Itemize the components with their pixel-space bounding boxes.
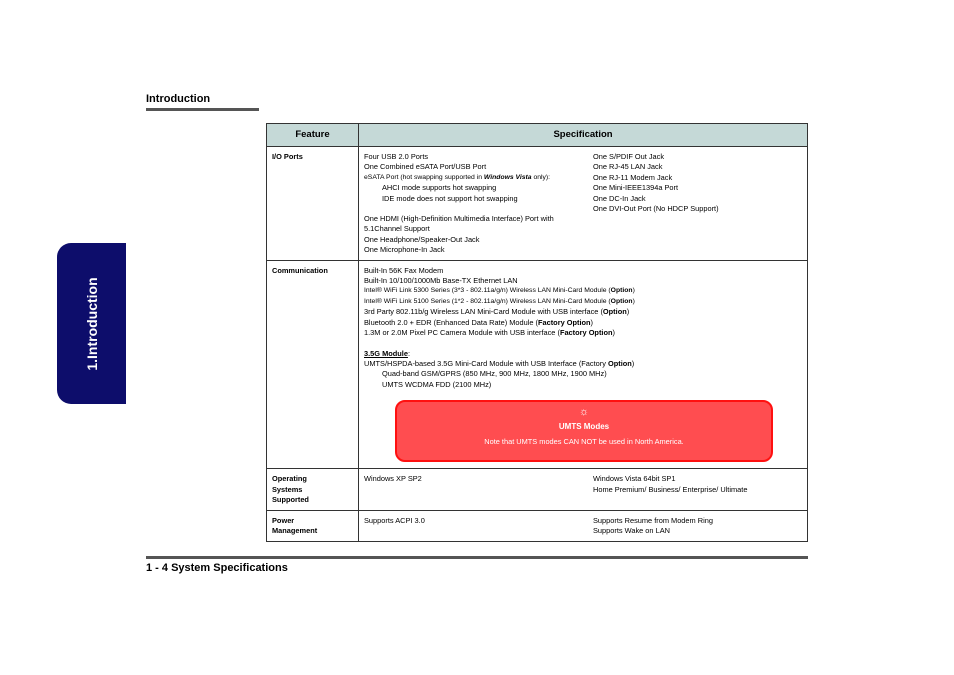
io-item: One S/PDIF Out Jack bbox=[593, 152, 665, 161]
io-item: One DC-In Jack bbox=[593, 193, 646, 203]
io-ahci: AHCI mode supports hot swapping bbox=[382, 183, 497, 193]
header-rule bbox=[146, 108, 259, 111]
io-hdmi-2: 5.1Channel Support bbox=[364, 224, 430, 234]
os-item: Home Premium/ Business/ Enterprise/ Ultimate bbox=[593, 484, 748, 494]
page-header-title: Introduction bbox=[146, 93, 211, 105]
chapter-tab-label: 1.Introduction bbox=[83, 276, 100, 371]
io-item: One DVI-Out Port (No HDCP Support) bbox=[593, 204, 719, 214]
spec-power-management bbox=[359, 510, 808, 541]
umts-note-box bbox=[395, 400, 773, 462]
io-hdmi: One HDMI (High-Definition Multimedia Interface) Port with bbox=[364, 214, 554, 224]
io-item: One Mini-IEEE1394a Port bbox=[593, 183, 679, 193]
comm-item: Built-In 10/100/1000Mb Base-TX Ethernet LAN bbox=[364, 276, 518, 286]
spec-communication bbox=[359, 260, 808, 468]
feature-communication: Communication bbox=[267, 260, 359, 468]
table-row-operating-systems bbox=[267, 469, 808, 511]
os-item: Windows Vista 64bit SP1 bbox=[593, 474, 676, 484]
footer-rule bbox=[146, 556, 808, 559]
table-row-io-ports bbox=[267, 147, 808, 261]
io-headphone: One Headphone/Speaker-Out Jack bbox=[364, 234, 480, 244]
note-body: Note that UMTS modes CAN NOT be used in North America. bbox=[484, 436, 684, 446]
note-sun-icon: ☼ bbox=[578, 406, 590, 419]
feature-operating-systems: Operating Systems Supported bbox=[267, 469, 359, 511]
io-ide: IDE mode does not support hot swapping bbox=[382, 193, 518, 203]
spec-io-ports bbox=[359, 147, 808, 261]
comm-wifi-5100: Intel® WiFi Link 5100 Series (1*2 - 802.11a/g/n) Wireless LAN Mini-Card Module (Option) bbox=[364, 297, 635, 305]
io-mic: One Microphone-In Jack bbox=[364, 245, 445, 255]
os-item: Windows XP SP2 bbox=[364, 474, 422, 484]
spec-operating-systems bbox=[359, 469, 808, 511]
comm-wifi-5300: Intel® WiFi Link 5300 Series (3*3 - 802.11a/g/n) Wireless LAN Mini-Card Module (Option) bbox=[364, 287, 635, 295]
comm-third-party: 3rd Party 802.11b/g Wireless LAN Mini-Card Module with USB interface (Option) bbox=[364, 307, 630, 317]
column-header-feature: Feature bbox=[267, 124, 359, 147]
table-row-power-management bbox=[267, 510, 808, 541]
power-item: Supports ACPI 3.0 bbox=[364, 515, 425, 525]
comm-camera: 1.3M or 2.0M Pixel PC Camera Module with USB interface (Factory Option) bbox=[364, 328, 615, 338]
power-item: Supports Resume from Modem Ring bbox=[593, 515, 713, 525]
io-item: One Combined eSATA Port/USB Port bbox=[364, 162, 487, 172]
feature-power-management: Power Management bbox=[267, 510, 359, 541]
column-header-specification: Specification bbox=[359, 124, 808, 147]
specification-table bbox=[266, 123, 808, 542]
comm-umts: UMTS/HSPDA-based 3.5G Mini-Card Module with USB Interface (Factory Option) bbox=[364, 358, 635, 368]
table-row-communication bbox=[267, 260, 808, 468]
io-item: One RJ-11 Modem Jack bbox=[593, 172, 673, 182]
comm-bluetooth: Bluetooth 2.0 + EDR (Enhanced Data Rate) Module (Factory Option) bbox=[364, 317, 594, 327]
table-header-row bbox=[267, 124, 808, 147]
io-item: Four USB 2.0 Ports bbox=[364, 152, 429, 161]
note-title: UMTS Modes bbox=[558, 422, 610, 432]
comm-wcdma: UMTS WCDMA FDD (2100 MHz) bbox=[382, 379, 492, 389]
feature-io-ports: I/O Ports bbox=[267, 147, 359, 261]
chapter-side-tab bbox=[57, 243, 126, 404]
io-esata: eSATA Port (hot swapping supported in Windows Vista only): bbox=[364, 173, 551, 181]
page-footer: 1 - 4 System Specifications bbox=[146, 562, 288, 574]
comm-gsm: Quad-band GSM/GPRS (850 MHz, 900 MHz, 1800 MHz, 1900 MHz) bbox=[382, 369, 607, 379]
power-item: Supports Wake on LAN bbox=[593, 526, 670, 536]
io-item: One RJ-45 LAN Jack bbox=[593, 162, 663, 172]
comm-item: Built-In 56K Fax Modem bbox=[364, 265, 444, 275]
comm-3-5g-heading: 3.5G Module: bbox=[364, 348, 411, 358]
